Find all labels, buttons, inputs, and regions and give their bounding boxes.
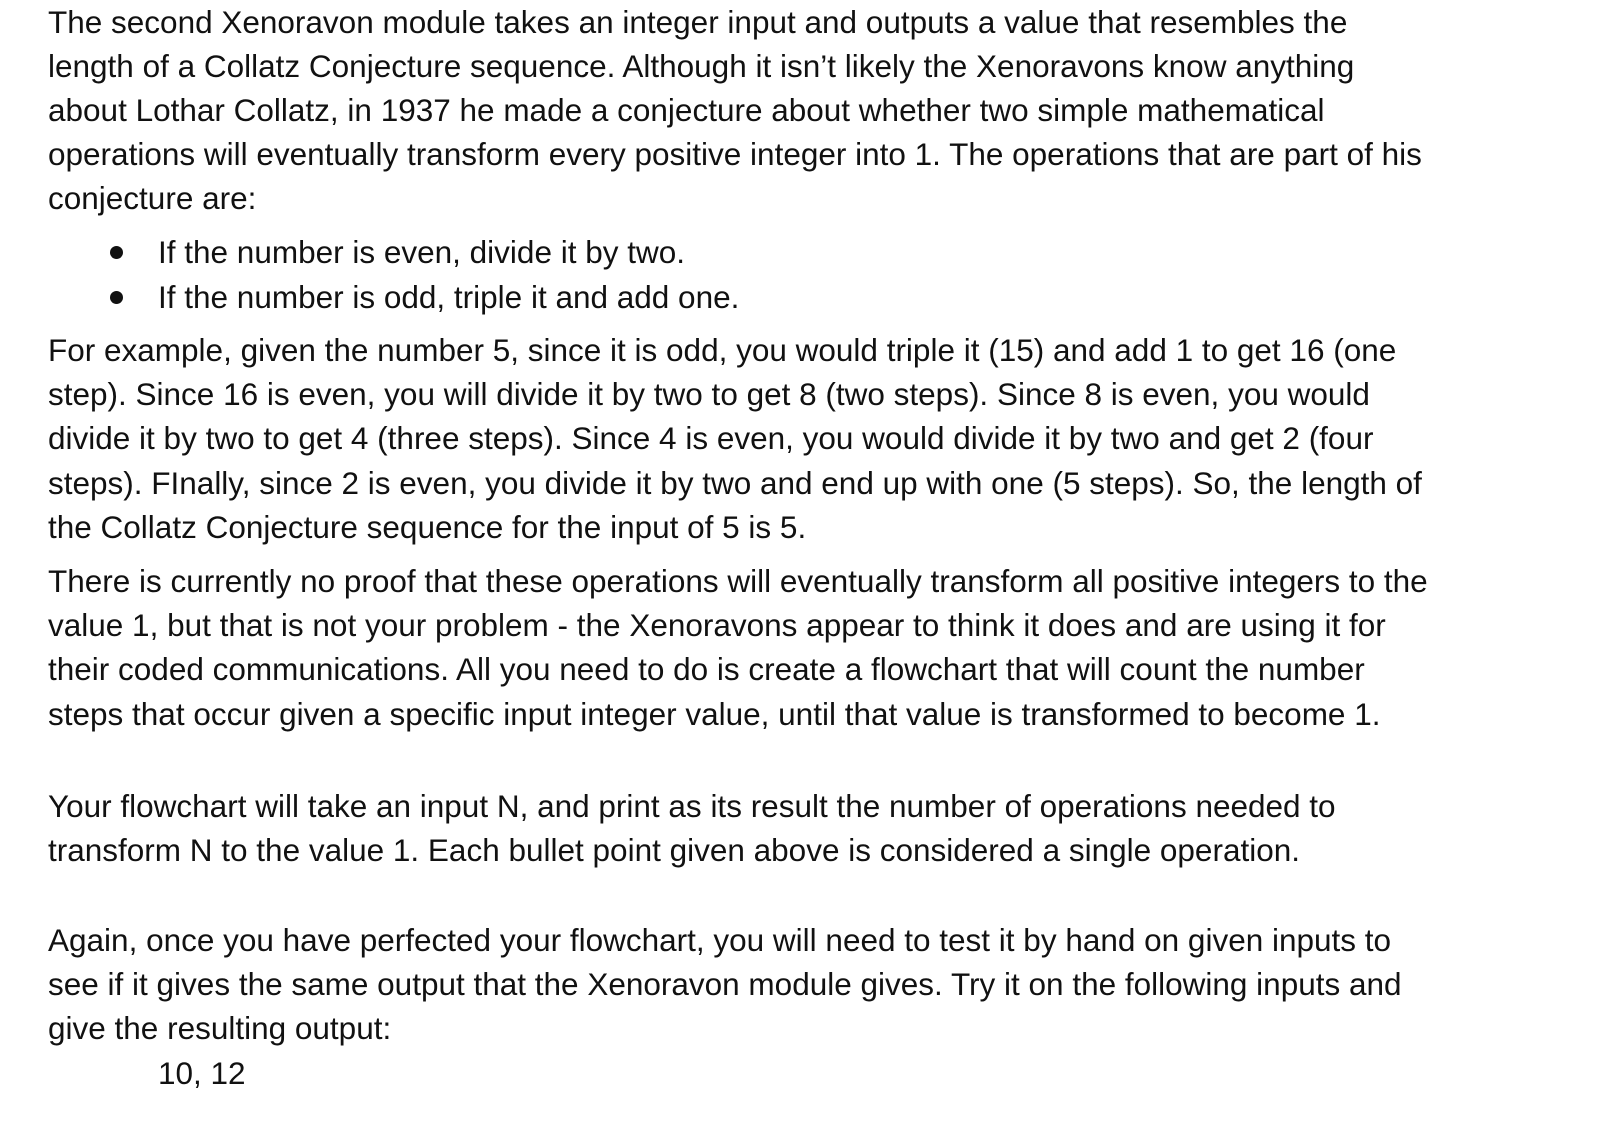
proof-line-3: their coded communications. All you need to do is create a flowchart that will count the number — [48, 651, 1365, 687]
bullet-icon — [110, 246, 123, 259]
example-line-5: the Collatz Conjecture sequence for the input of 5 is 5. — [48, 509, 807, 545]
proof-line-1: There is currently no proof that these operations will eventually transform all positive integers to the — [48, 563, 1428, 599]
test-line-3: give the resulting output: — [48, 1010, 392, 1046]
rule-even-text: If the number is even, divide it by two. — [158, 234, 686, 270]
example-line-4: steps). FInally, since 2 is even, you divide it by two and end up with one (5 steps). So, the length of — [48, 465, 1422, 501]
intro-line-2: length of a Collatz Conjecture sequence. Although it isn’t likely the Xenoravons know anything — [48, 48, 1355, 84]
test-line-1: Again, once you have perfected your flowchart, you will need to test it by hand on given inputs to — [48, 922, 1392, 958]
test-line-2: see if it gives the same output that the Xenoravon module gives. Try it on the following inputs and — [48, 966, 1402, 1002]
intro-line-1: The second Xenoravon module takes an integer input and outputs a value that resembles the — [48, 4, 1348, 40]
proof-line-2: value 1, but that is not your problem - the Xenoravons appear to think it does and are using it for — [48, 607, 1386, 643]
task-line-2: transform N to the value 1. Each bullet point given above is considered a single operation. — [48, 832, 1301, 868]
rule-odd-text: If the number is odd, triple it and add one. — [158, 279, 740, 315]
example-line-2: step). Since 16 is even, you will divide it by two to get 8 (two steps). Since 8 is even, you would — [48, 376, 1370, 412]
proof-line-4: steps that occur given a specific input integer value, until that value is transformed to become 1. — [48, 696, 1381, 732]
bullet-icon — [110, 291, 123, 304]
test-inputs: 10, 12 — [158, 1055, 246, 1091]
intro-line-4: operations will eventually transform every positive integer into 1. The operations that are part of his — [48, 136, 1422, 172]
task-line-1: Your flowchart will take an input N, and print as its result the number of operations needed to — [48, 788, 1336, 824]
example-line-3: divide it by two to get 4 (three steps). Since 4 is even, you would divide it by two and get 2 (four — [48, 420, 1374, 456]
document-page — [48, 0, 1568, 1138]
intro-line-5: conjecture are: — [48, 180, 257, 216]
intro-line-3: about Lothar Collatz, in 1937 he made a conjecture about whether two simple mathematical — [48, 92, 1325, 128]
example-line-1: For example, given the number 5, since it is odd, you would triple it (15) and add 1 to get 16 (one — [48, 332, 1397, 368]
